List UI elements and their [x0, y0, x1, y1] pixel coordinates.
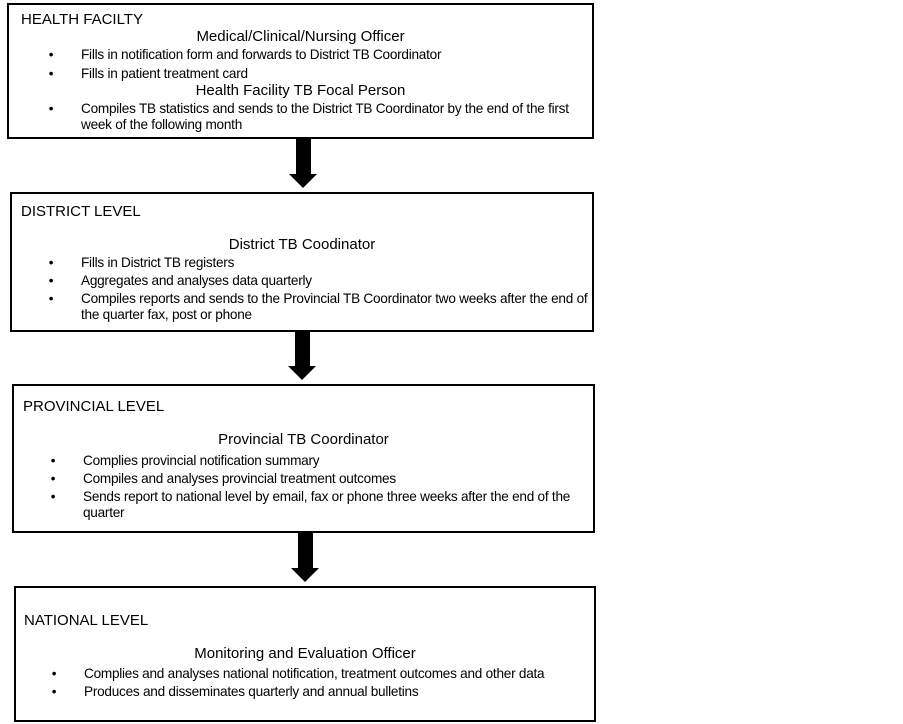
task-list — [46, 101, 586, 133]
bullet-icon: • — [51, 666, 57, 681]
item-text: Fills in patient treatment card — [81, 66, 248, 81]
level-title: HEALTH FACILTY — [21, 11, 143, 28]
item-text: Compiles TB statistics and sends to the District TB Coordinator by the end of the first week of the following month — [81, 101, 569, 132]
list-item — [48, 453, 593, 469]
item-text: Complies provincial notification summary — [83, 453, 320, 468]
arrow-down-icon — [291, 533, 319, 583]
item-text: Sends report to national level by email, fax or phone three weeks after the end of the quarter — [83, 489, 571, 520]
list-item — [46, 66, 586, 82]
arrow-head — [289, 174, 317, 188]
arrow-head — [288, 366, 316, 380]
list-item — [49, 684, 594, 700]
role-title: District TB Coodinator — [228, 236, 376, 253]
list-item — [46, 291, 591, 323]
provincial-level-box — [12, 384, 595, 533]
arrow-shaft — [295, 332, 310, 367]
item-text: Compiles reports and sends to the Provincial TB Coordinator two weeks after the end of the quarter fax, post or phone — [81, 291, 588, 322]
bullet-icon: • — [50, 453, 56, 468]
task-list — [48, 453, 593, 521]
national-level-box — [14, 586, 596, 722]
bullet-icon: • — [50, 471, 56, 486]
level-title: PROVINCIAL LEVEL — [23, 398, 165, 415]
list-item — [46, 101, 586, 133]
item-text: Fills in notification form and forwards to District TB Coordinator — [81, 47, 442, 62]
task-list — [46, 255, 591, 323]
role-title: Medical/Clinical/Nursing Officer — [196, 28, 405, 45]
bullet-icon: • — [48, 255, 54, 270]
bullet-icon: • — [48, 291, 54, 306]
list-item — [46, 273, 591, 289]
district-level-box — [10, 192, 594, 332]
list-item — [48, 489, 593, 521]
arrow-head — [291, 568, 319, 582]
level-title: DISTRICT LEVEL — [21, 203, 141, 220]
arrow-down-icon — [288, 332, 316, 382]
role-title: Provincial TB Coordinator — [218, 431, 389, 448]
item-text: Complies and analyses national notification, treatment outcomes and other data — [84, 666, 545, 681]
bullet-icon: • — [48, 47, 54, 62]
item-text: Aggregates and analyses data quarterly — [81, 273, 312, 288]
arrow-down-icon — [289, 139, 317, 189]
bullet-icon: • — [48, 66, 54, 81]
list-item — [46, 47, 586, 63]
item-text: Fills in District TB registers — [81, 255, 235, 270]
arrow-shaft — [298, 533, 313, 569]
bullet-icon: • — [50, 489, 56, 504]
role-title: Monitoring and Evaluation Officer — [194, 645, 416, 662]
list-item — [46, 255, 591, 271]
bullet-icon: • — [48, 273, 54, 288]
task-list — [46, 47, 586, 82]
bullet-icon: • — [51, 684, 57, 699]
item-text: Compiles and analyses provincial treatment outcomes — [83, 471, 396, 486]
list-item — [48, 471, 593, 487]
level-title: NATIONAL LEVEL — [24, 612, 149, 629]
role-title: Health Facility TB Focal Person — [195, 82, 406, 99]
health-facility-box — [7, 3, 594, 139]
bullet-icon: • — [48, 101, 54, 116]
arrow-shaft — [296, 139, 311, 175]
list-item — [49, 666, 594, 682]
task-list — [49, 666, 594, 700]
item-text: Produces and disseminates quarterly and annual bulletins — [84, 684, 419, 699]
